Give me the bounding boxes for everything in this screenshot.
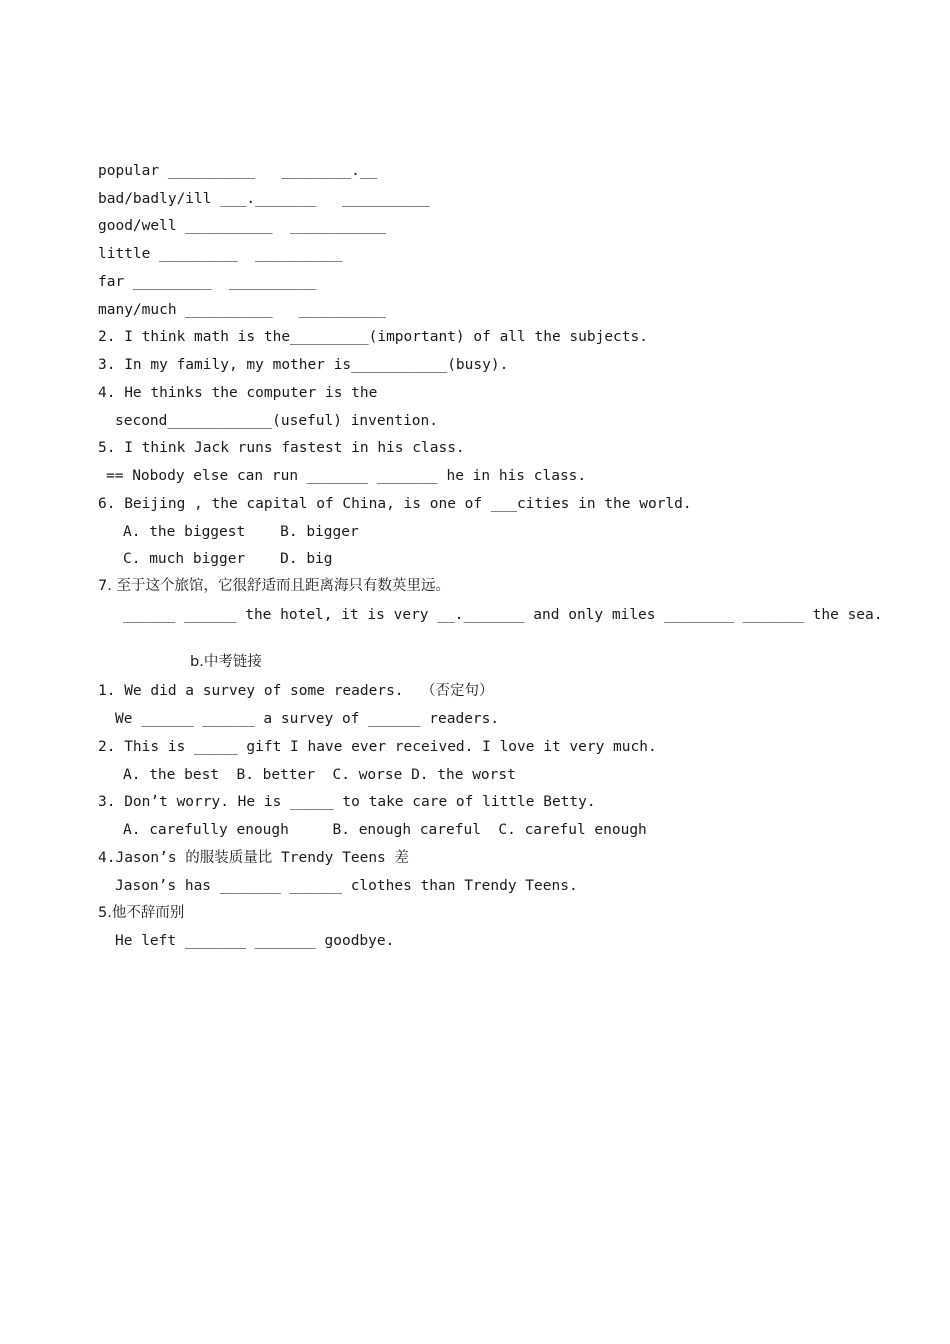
exam-question-4-answer: Jason’s has _______ ______ clothes than Trendy Teens. xyxy=(115,878,578,894)
line-popular: popular __________ ________.__ xyxy=(98,163,378,179)
section-heading: b.中考链接 xyxy=(190,654,262,670)
line-bad: bad/badly/ill ___._______ __________ xyxy=(98,191,430,207)
question-5: 5. I think Jack runs fastest in his class. xyxy=(98,440,465,456)
line-good: good/well __________ ___________ xyxy=(98,218,387,234)
exam-question-3-options: A. carefully enough B. enough careful C. careful enough xyxy=(123,822,647,838)
line-little: little _________ __________ xyxy=(98,246,343,262)
exam-question-3: 3. Don’t worry. He is _____ to take care of little Betty. xyxy=(98,794,596,810)
exam-question-4: 4.Jason’s 的服装质量比 Trendy Teens 差 xyxy=(98,850,410,866)
line-far: far _________ __________ xyxy=(98,274,317,290)
exam-question-1-answer: We ______ ______ a survey of ______ readers. xyxy=(115,711,500,727)
line-many: many/much __________ __________ xyxy=(98,302,387,318)
question-7-answer: ______ ______ the hotel, it is very __._______ and only miles ________ _______ the sea. xyxy=(123,607,883,623)
question-2: 2. I think math is the_________(important) of all the subjects. xyxy=(98,329,648,345)
exam-question-1: 1. We did a survey of some readers. （否定句） xyxy=(98,683,494,699)
question-4: 4. He thinks the computer is the xyxy=(98,385,378,401)
exam-question-5-answer: He left _______ _______ goodbye. xyxy=(115,933,395,949)
question-5-rewrite: == Nobody else can run _______ _______ he in his class. xyxy=(106,468,587,484)
question-6-options-cd: C. much bigger D. big xyxy=(123,551,333,567)
question-6: 6. Beijing , the capital of China, is one of ___cities in the world. xyxy=(98,496,692,512)
exam-question-2: 2. This is _____ gift I have ever received. I love it very much. xyxy=(98,739,657,755)
exam-question-2-options: A. the best B. better C. worse D. the worst xyxy=(123,767,516,783)
question-7: 7. 至于这个旅馆，它很舒适而且距离海只有数英里远。 xyxy=(98,578,450,594)
exam-question-5: 5.他不辞而别 xyxy=(98,905,185,921)
question-4-cont: second____________(useful) invention. xyxy=(115,413,439,429)
question-3: 3. In my family, my mother is___________(busy). xyxy=(98,357,509,373)
question-6-options-ab: A. the biggest B. bigger xyxy=(123,524,359,540)
